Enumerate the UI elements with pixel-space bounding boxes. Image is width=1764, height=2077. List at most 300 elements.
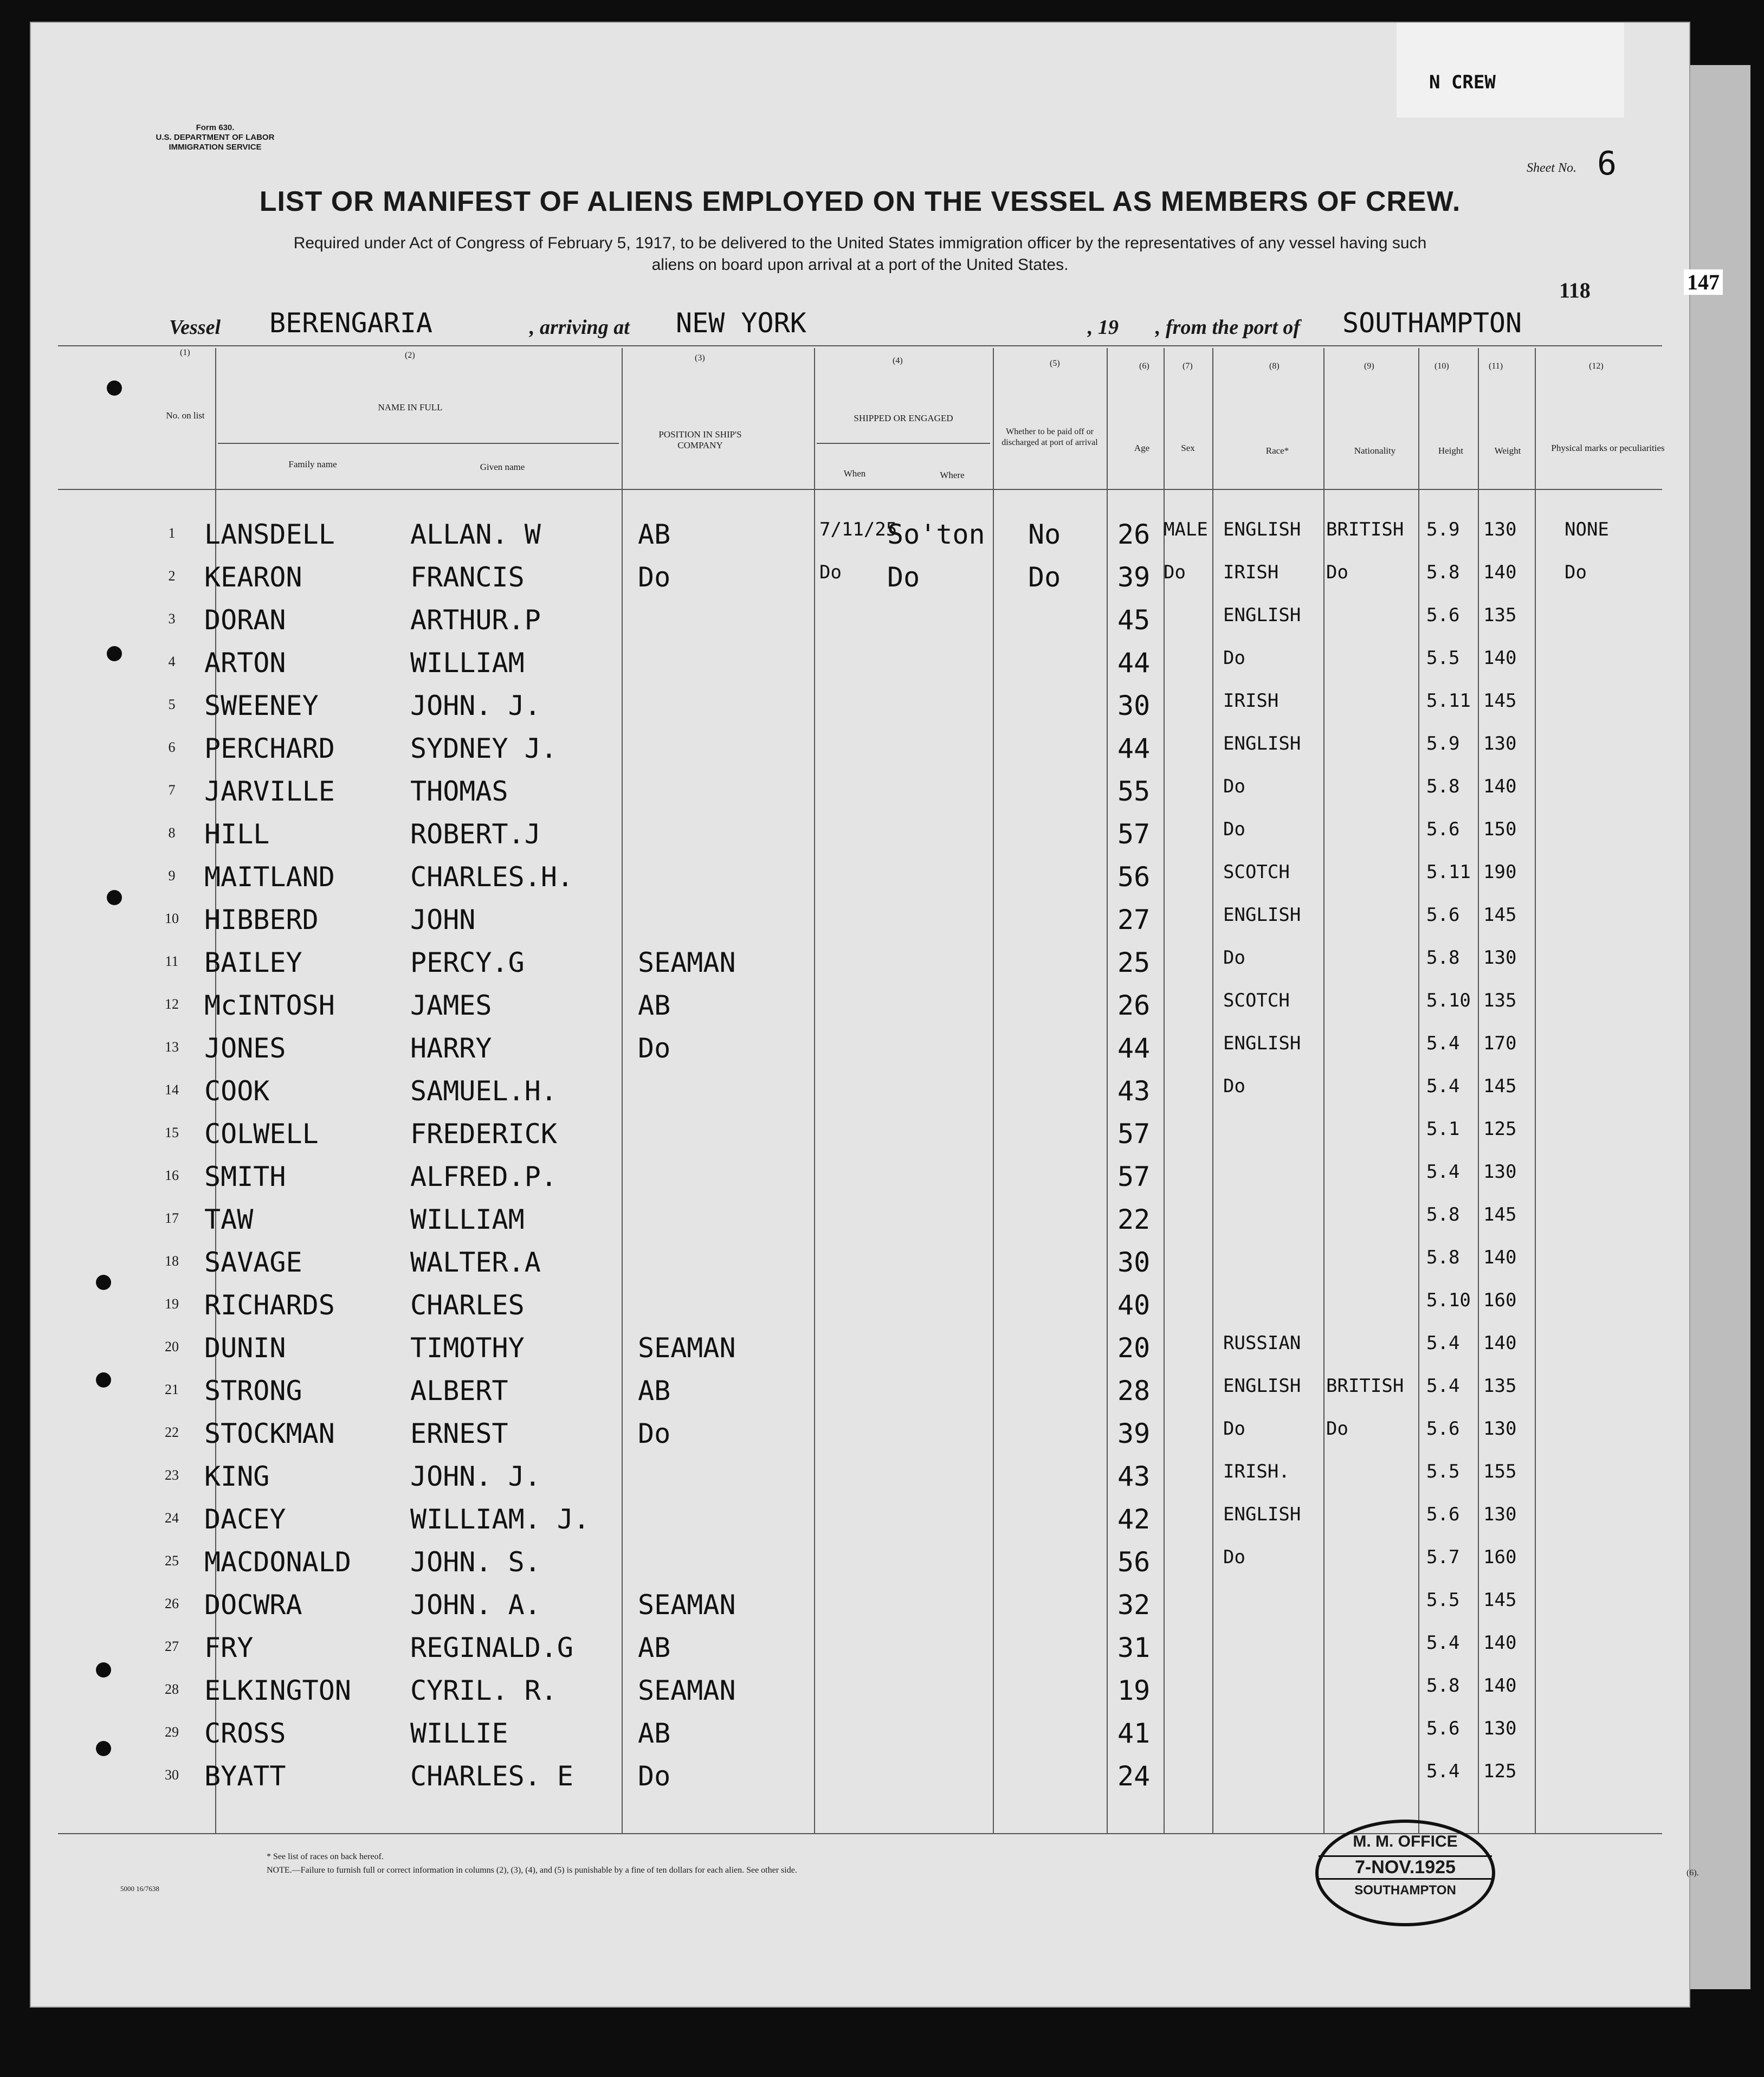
cell-given: SYDNEY J. <box>410 733 557 764</box>
cell-weight: 145 <box>1483 1075 1517 1097</box>
vline-5 <box>1107 348 1108 1833</box>
col2-header: NAME IN FULL <box>378 402 443 412</box>
cell-age: 56 <box>1117 1546 1151 1578</box>
cell-position: SEAMAN <box>638 1332 736 1364</box>
col7-number: (7) <box>1183 362 1193 371</box>
col6-number: (6) <box>1139 362 1149 371</box>
cell-height: 5.4 <box>1426 1632 1460 1654</box>
arriving-label: , arriving at <box>529 316 630 339</box>
cell-age: 57 <box>1117 1161 1151 1192</box>
cell-nationality: Do <box>1326 562 1348 583</box>
row-number: 4 <box>168 654 176 669</box>
cell-race: ENGLISH <box>1223 604 1301 626</box>
where-header: Where <box>940 470 965 480</box>
cell-given: CYRIL. R. <box>410 1675 557 1706</box>
page-number: 118 <box>1559 278 1591 302</box>
row-number: 18 <box>165 1253 179 1269</box>
cell-age: 57 <box>1117 818 1151 850</box>
row-number: 9 <box>168 868 176 883</box>
cell-race: Do <box>1223 818 1245 840</box>
stamp-date: 7-NOV.1925 <box>1319 1855 1492 1880</box>
row-number: 14 <box>165 1082 179 1098</box>
cell-when: 7/11/25 <box>819 519 897 540</box>
cell-position: SEAMAN <box>638 1675 736 1706</box>
cell-age: 26 <box>1117 990 1151 1021</box>
binding-hole <box>107 890 122 905</box>
cell-age: 57 <box>1117 1118 1151 1150</box>
vessel-label: Vessel <box>169 316 221 339</box>
cell-where: So'ton <box>887 519 985 550</box>
cell-age: 39 <box>1117 1418 1151 1449</box>
given-name-header: Given name <box>480 462 525 472</box>
col5-header: Whether to be paid off or discharged at port of arrival <box>1001 427 1098 447</box>
row-number: 21 <box>165 1382 179 1397</box>
cell-weight: 130 <box>1483 519 1517 540</box>
cell-age: 44 <box>1117 647 1151 679</box>
cell-given: WILLIAM <box>410 1204 525 1235</box>
cell-height: 5.11 <box>1426 861 1471 883</box>
cell-weight: 130 <box>1483 1504 1517 1525</box>
col1-header: No. on list <box>166 410 205 421</box>
cell-weight: 135 <box>1483 990 1517 1011</box>
col12-number: (12) <box>1589 362 1604 371</box>
arriving-port: NEW YORK <box>676 307 806 339</box>
cell-age: 45 <box>1117 604 1151 636</box>
cell-height: 5.4 <box>1426 1033 1460 1054</box>
cell-weight: 130 <box>1483 733 1517 754</box>
row-number: 8 <box>168 825 176 841</box>
cell-height: 5.11 <box>1426 690 1471 712</box>
cell-age: 24 <box>1117 1760 1151 1792</box>
cell-age: 31 <box>1117 1632 1151 1663</box>
col1-number: (1) <box>180 348 190 357</box>
cell-height: 5.5 <box>1426 647 1460 669</box>
cell-age: 41 <box>1117 1718 1151 1749</box>
cell-family: STRONG <box>204 1375 302 1407</box>
cell-weight: 155 <box>1483 1461 1517 1482</box>
cell-height: 5.5 <box>1426 1589 1460 1611</box>
shipped-subrule <box>817 443 990 444</box>
cell-marks: Do <box>1565 562 1587 583</box>
row-number: 17 <box>165 1210 179 1226</box>
cell-family: DOCWRA <box>204 1589 302 1621</box>
top-tab <box>1397 23 1624 118</box>
row-number: 15 <box>165 1125 179 1140</box>
row-number: 13 <box>165 1039 179 1055</box>
row-number: 5 <box>168 696 176 712</box>
cell-family: MAITLAND <box>204 861 335 893</box>
cell-given: REGINALD.G <box>410 1632 574 1663</box>
manifest-sheet <box>30 22 1720 2008</box>
form-title: LIST OR MANIFEST OF ALIENS EMPLOYED ON THE VESSEL AS MEMBERS OF CREW. <box>259 186 1461 217</box>
cell-family: ELKINGTON <box>204 1675 351 1706</box>
cell-weight: 145 <box>1483 1204 1517 1225</box>
cell-race: ENGLISH <box>1223 1375 1301 1397</box>
cell-weight: 140 <box>1483 776 1517 797</box>
col6-header: Age <box>1134 443 1150 453</box>
cell-age: 56 <box>1117 861 1151 893</box>
cell-position: AB <box>638 990 671 1021</box>
name-subrule <box>218 443 619 444</box>
cell-position: Do <box>638 1760 671 1792</box>
cell-height: 5.4 <box>1426 1375 1460 1397</box>
cell-family: COLWELL <box>204 1118 319 1150</box>
col8-header: Race* <box>1265 446 1289 456</box>
cell-family: FRY <box>204 1632 254 1663</box>
cell-weight: 170 <box>1483 1033 1517 1054</box>
cell-race: IRISH <box>1223 562 1279 583</box>
cell-given: HARRY <box>410 1033 492 1064</box>
cell-age: 32 <box>1117 1589 1151 1621</box>
cell-family: JARVILLE <box>204 776 335 807</box>
col11-header: Weight <box>1494 446 1521 456</box>
row-number: 10 <box>165 911 179 926</box>
cell-age: 55 <box>1117 776 1151 807</box>
cell-given: ROBERT.J <box>410 818 541 850</box>
cell-weight: 160 <box>1483 1546 1517 1568</box>
cell-height: 5.1 <box>1426 1118 1460 1140</box>
row-number: 26 <box>165 1596 179 1611</box>
cell-weight: 140 <box>1483 1632 1517 1654</box>
cell-family: HIBBERD <box>204 904 319 936</box>
cell-height: 5.6 <box>1426 818 1460 840</box>
cell-age: 30 <box>1117 690 1151 721</box>
cell-position: Do <box>638 1418 671 1449</box>
cell-weight: 130 <box>1483 1718 1517 1739</box>
row-number: 16 <box>165 1167 179 1183</box>
cell-family: PERCHARD <box>204 733 335 764</box>
row-number: 24 <box>165 1510 179 1526</box>
row-number: 28 <box>165 1681 179 1697</box>
cell-nationality: BRITISH <box>1326 1375 1404 1397</box>
cell-position: AB <box>638 1632 671 1663</box>
stamp-bottom: SOUTHAMPTON <box>1354 1883 1456 1898</box>
cell-position: AB <box>638 1375 671 1407</box>
vline-4 <box>993 348 994 1833</box>
row-number: 22 <box>165 1424 179 1440</box>
cell-height: 5.6 <box>1426 1718 1460 1739</box>
cell-weight: 135 <box>1483 1375 1517 1397</box>
cell-given: JOHN <box>410 904 476 936</box>
cell-given: JOHN. J. <box>410 690 541 721</box>
when-header: When <box>843 468 866 479</box>
cell-age: 42 <box>1117 1504 1151 1535</box>
cell-given: ERNEST <box>410 1418 508 1449</box>
col3-number: (3) <box>695 353 705 363</box>
cell-position: AB <box>638 519 671 550</box>
cell-weight: 140 <box>1483 1675 1517 1697</box>
row-number: 27 <box>165 1639 179 1654</box>
cell-height: 5.8 <box>1426 947 1460 969</box>
cell-family: RICHARDS <box>204 1289 335 1321</box>
cell-race: ENGLISH <box>1223 1033 1301 1054</box>
cell-age: 43 <box>1117 1461 1151 1492</box>
cell-given: SAMUEL.H. <box>410 1075 557 1107</box>
cell-height: 5.9 <box>1426 733 1460 754</box>
row-number: 12 <box>165 996 179 1012</box>
cell-height: 5.7 <box>1426 1546 1460 1568</box>
col11-number: (11) <box>1489 362 1503 371</box>
cell-weight: 145 <box>1483 904 1517 926</box>
cell-race: SCOTCH <box>1223 861 1290 883</box>
cell-family: STOCKMAN <box>204 1418 335 1449</box>
binding-hole <box>96 1372 111 1388</box>
cell-weight: 140 <box>1483 1247 1517 1268</box>
cell-family: DACEY <box>204 1504 286 1535</box>
footnote-penalty: NOTE.—Failure to furnish full or correct information in columns (2), (3), (4), and (5) is punishable by a fine of ten dollars for each alien. See other side. <box>267 1866 797 1875</box>
cell-race: SCOTCH <box>1223 990 1290 1011</box>
edge-text: (6). <box>1687 1868 1699 1878</box>
vline-2 <box>622 348 623 1833</box>
department: U.S. DEPARTMENT OF LABOR <box>156 133 275 142</box>
cell-race: Do <box>1223 1418 1245 1440</box>
cell-family: SAVAGE <box>204 1247 302 1278</box>
cell-given: FREDERICK <box>410 1118 557 1150</box>
cell-family: BAILEY <box>204 947 302 978</box>
top-tab-text: N CREW <box>1429 72 1496 93</box>
cell-height: 5.8 <box>1426 1675 1460 1697</box>
row-number: 20 <box>165 1339 179 1354</box>
cell-weight: 130 <box>1483 1161 1517 1183</box>
cell-weight: 160 <box>1483 1289 1517 1311</box>
cell-family: DORAN <box>204 604 286 636</box>
cell-family: SWEENEY <box>204 690 319 721</box>
col7-header: Sex <box>1181 443 1195 453</box>
cell-age: 30 <box>1117 1247 1151 1278</box>
cell-given: JOHN. S. <box>410 1546 541 1578</box>
col4-number: (4) <box>893 356 903 365</box>
sheet-number: 6 <box>1597 145 1617 183</box>
col10-number: (10) <box>1435 362 1449 371</box>
cell-given: JAMES <box>410 990 492 1021</box>
row-number: 25 <box>165 1553 179 1569</box>
cell-weight: 190 <box>1483 861 1517 883</box>
cell-given: CHARLES. E <box>410 1760 574 1792</box>
cell-marks: NONE <box>1565 519 1609 540</box>
cell-race: Do <box>1223 1546 1245 1568</box>
office-stamp <box>1315 1820 1495 1926</box>
cell-height: 5.4 <box>1426 1161 1460 1183</box>
cell-age: 28 <box>1117 1375 1151 1407</box>
cell-race: Do <box>1223 776 1245 797</box>
cell-race: Do <box>1223 647 1245 669</box>
margin-number: 147 <box>1684 269 1723 295</box>
cell-position: SEAMAN <box>638 1589 736 1621</box>
row-number: 29 <box>165 1724 179 1740</box>
from-label: , from the port of <box>1155 316 1301 339</box>
binding-hole <box>107 646 122 661</box>
vline-9 <box>1418 348 1419 1833</box>
footnote-races: * See list of races on back hereof. <box>267 1852 384 1861</box>
cell-family: ARTON <box>204 647 286 679</box>
cell-age: 40 <box>1117 1289 1151 1321</box>
row-number: 2 <box>168 568 176 584</box>
cell-given: THOMAS <box>410 776 508 807</box>
cell-weight: 140 <box>1483 647 1517 669</box>
cell-race: IRISH. <box>1223 1461 1290 1482</box>
cell-age: 39 <box>1117 562 1151 593</box>
cell-given: ARTHUR.P <box>410 604 541 636</box>
cell-position: AB <box>638 1718 671 1749</box>
cell-age: 43 <box>1117 1075 1151 1107</box>
cell-height: 5.4 <box>1426 1760 1460 1782</box>
row-number: 3 <box>168 611 176 627</box>
binding-hole <box>107 380 122 396</box>
binding-hole <box>96 1662 111 1678</box>
col9-number: (9) <box>1364 362 1374 371</box>
cell-race: Do <box>1223 947 1245 969</box>
cell-given: WALTER.A <box>410 1247 541 1278</box>
stamp-top: M. M. OFFICE <box>1353 1833 1458 1850</box>
cell-family: LANSDELL <box>204 519 335 550</box>
cell-weight: 140 <box>1483 1332 1517 1354</box>
binding-hole <box>96 1275 111 1290</box>
cell-weight: 130 <box>1483 1418 1517 1440</box>
col10-header: Height <box>1438 446 1464 456</box>
cell-race: IRISH <box>1223 690 1279 712</box>
cell-position: SEAMAN <box>638 947 736 978</box>
cell-height: 5.8 <box>1426 1247 1460 1268</box>
cell-height: 5.8 <box>1426 562 1460 583</box>
cell-weight: 145 <box>1483 1589 1517 1611</box>
cell-height: 5.8 <box>1426 1204 1460 1225</box>
cell-race: ENGLISH <box>1223 733 1301 754</box>
cell-family: KING <box>204 1461 270 1492</box>
cell-given: ALLAN. W <box>410 519 541 550</box>
cell-race: Do <box>1223 1075 1245 1097</box>
cell-height: 5.10 <box>1426 990 1471 1011</box>
print-code: 5000 16/7638 <box>120 1885 159 1893</box>
vline-11 <box>1535 348 1536 1833</box>
cell-given: WILLIAM. J. <box>410 1504 590 1535</box>
cell-height: 5.6 <box>1426 1504 1460 1525</box>
vline-8 <box>1323 348 1324 1833</box>
cell-height: 5.6 <box>1426 604 1460 626</box>
year-label: , 19 <box>1088 316 1119 339</box>
binding-hole <box>96 1741 111 1756</box>
subtitle-line1: Required under Act of Congress of February 5, 1917, to be delivered to the United States immigration officer by the representatives of any vessel having such <box>293 234 1427 252</box>
cell-given: JOHN. A. <box>410 1589 541 1621</box>
cell-family: CROSS <box>204 1718 286 1749</box>
col5-number: (5) <box>1050 359 1060 368</box>
service: IMMIGRATION SERVICE <box>169 143 262 152</box>
cell-race: ENGLISH <box>1223 904 1301 926</box>
cell-race: ENGLISH <box>1223 1504 1301 1525</box>
cell-age: 20 <box>1117 1332 1151 1364</box>
cell-position: Do <box>638 562 671 593</box>
cell-given: WILLIE <box>410 1718 508 1749</box>
cell-family: TAW <box>204 1204 254 1235</box>
from-port: SOUTHAMPTON <box>1342 307 1522 339</box>
cell-weight: 125 <box>1483 1118 1517 1140</box>
cell-given: WILLIAM <box>410 647 525 679</box>
cell-paid: No <box>1028 519 1061 550</box>
col3-header: POSITION IN SHIP'S COMPANY <box>658 429 742 450</box>
col4-header: SHIPPED OR ENGAGED <box>854 413 953 423</box>
cell-family: BYATT <box>204 1760 286 1792</box>
cell-family: HILL <box>204 818 270 850</box>
cell-sex: MALE <box>1164 519 1208 540</box>
sheet-label: Sheet No. <box>1527 161 1576 175</box>
cell-age: 19 <box>1117 1675 1151 1706</box>
cell-height: 5.6 <box>1426 1418 1460 1440</box>
cell-race: RUSSIAN <box>1223 1332 1301 1354</box>
row-number: 6 <box>168 739 176 755</box>
cell-race: ENGLISH <box>1223 519 1301 540</box>
cell-given: TIMOTHY <box>410 1332 525 1364</box>
cell-given: ALBERT <box>410 1375 508 1407</box>
cell-family: COOK <box>204 1075 270 1107</box>
header-rule <box>58 345 1662 346</box>
cell-height: 5.4 <box>1426 1075 1460 1097</box>
row-number: 11 <box>165 953 179 969</box>
col9-header: Nationality <box>1354 446 1396 456</box>
cell-given: JOHN. J. <box>410 1461 541 1492</box>
cell-weight: 145 <box>1483 690 1517 712</box>
cell-weight: 150 <box>1483 818 1517 840</box>
row-number: 1 <box>168 525 176 541</box>
cell-age: 44 <box>1117 1033 1151 1064</box>
cell-age: 22 <box>1117 1204 1151 1235</box>
cell-height: 5.10 <box>1426 1289 1471 1311</box>
form-number: Form 630. <box>196 123 235 132</box>
cell-weight: 140 <box>1483 562 1517 583</box>
cell-family: DUNIN <box>204 1332 286 1364</box>
cell-age: 27 <box>1117 904 1151 936</box>
cell-family: JONES <box>204 1033 286 1064</box>
cell-family: McINTOSH <box>204 990 335 1021</box>
cell-where: Do <box>887 562 920 593</box>
cell-given: CHARLES.H. <box>410 861 574 893</box>
cell-position: Do <box>638 1033 671 1064</box>
cell-family: MACDONALD <box>204 1546 351 1578</box>
col8-number: (8) <box>1269 362 1280 371</box>
cell-height: 5.4 <box>1426 1332 1460 1354</box>
cell-age: 26 <box>1117 519 1151 550</box>
cell-height: 5.9 <box>1426 519 1460 540</box>
vessel-name: BERENGARIA <box>269 307 433 339</box>
cell-given: PERCY.G <box>410 947 525 978</box>
cell-weight: 135 <box>1483 604 1517 626</box>
col2-number: (2) <box>405 351 415 360</box>
row-number: 7 <box>168 782 176 798</box>
cell-age: 25 <box>1117 947 1151 978</box>
cell-paid: Do <box>1028 562 1061 593</box>
table-header-rule <box>58 489 1662 490</box>
cell-nationality: Do <box>1326 1418 1348 1440</box>
cell-family: SMITH <box>204 1161 286 1192</box>
col12-header: Physical marks or peculiarities <box>1551 443 1665 453</box>
vline-10 <box>1478 348 1479 1833</box>
cell-height: 5.5 <box>1426 1461 1460 1482</box>
vline-3 <box>814 348 815 1833</box>
cell-given: ALFRED.P. <box>410 1161 557 1192</box>
cell-given: FRANCIS <box>410 562 525 593</box>
family-name-header: Family name <box>288 459 337 469</box>
cell-weight: 125 <box>1483 1760 1517 1782</box>
cell-sex: Do <box>1164 562 1186 583</box>
cell-family: KEARON <box>204 562 302 593</box>
cell-when: Do <box>819 562 842 583</box>
cell-given: CHARLES <box>410 1289 525 1321</box>
vline-7 <box>1212 348 1213 1833</box>
subtitle-line2: aliens on board upon arrival at a port of the United States. <box>651 256 1069 274</box>
cell-age: 44 <box>1117 733 1151 764</box>
cell-height: 5.8 <box>1426 776 1460 797</box>
row-number: 23 <box>165 1467 179 1483</box>
cell-height: 5.6 <box>1426 904 1460 926</box>
form-header <box>134 123 296 152</box>
